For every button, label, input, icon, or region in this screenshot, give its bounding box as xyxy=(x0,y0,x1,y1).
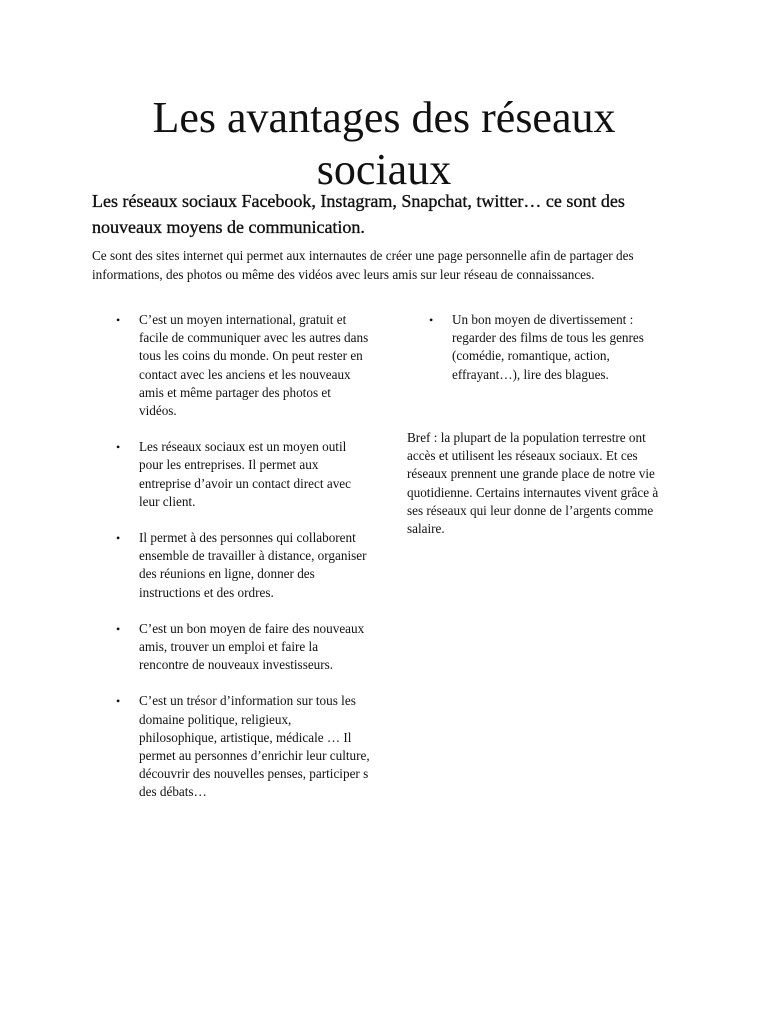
conclusion-paragraph: Bref : la plupart de la population terrestre ont accès et utilisent les réseaux sociaux. Et ces réseaux prennent une grande place de notre vie quotidienne. Certains internautes vivent grâce à ses réseaux qui leur donne de l’argents comme salaire. xyxy=(407,430,659,537)
bullet-icon: • xyxy=(116,621,121,636)
bullet-icon: • xyxy=(116,313,121,327)
list-item-text: Il permet à des personnes qui collaborent ensemble de travailler à distance, organiser des réunions en ligne, donner des instructions et des ordres. xyxy=(139,530,367,600)
intro-paragraph: Ce sont des sites internet qui permet aux internautes de créer une page personnelle afin de partager des informations, des photos ou même des vidéos avec leurs amis sur leur réseau de connaissances. xyxy=(92,248,634,282)
bullet-icon: • xyxy=(429,313,434,327)
advantages-list xyxy=(114,311,370,802)
list-item-text: Les réseaux sociaux est un moyen outil pour les entreprises. Il permet aux entreprise d’avoir un contact direct avec leur client. xyxy=(139,439,351,509)
entertainment-list xyxy=(427,311,677,384)
list-item-text: C’est un moyen international, gratuit et facile de communiquer avec les autres dans tous les coins du monde. On peut rester en contact avec les anciens et les nouveaux amis et même partager des photos et vidéos. xyxy=(139,312,369,419)
bullet-icon: • xyxy=(116,531,121,546)
list-item-text: Un bon moyen de divertissement : regarder des films de tous les genres (comédie, romantique, action, effrayant…), lire des blagues. xyxy=(452,312,644,382)
list-item xyxy=(114,311,370,420)
left-column xyxy=(114,311,370,820)
right-column xyxy=(427,311,677,402)
bullet-icon: • xyxy=(116,440,121,455)
list-item-text: C’est un bon moyen de faire des nouveaux amis, trouver un emploi et faire la rencontre de nouveaux investisseurs. xyxy=(139,620,365,673)
subtitle: Les réseaux sociaux Facebook, Instagram, Snapchat, twitter… ce sont des nouveaux moyens de communication. xyxy=(92,191,625,237)
list-item-text: C’est un trésor d’information sur tous les domaine politique, religieux, philosophique, artistique, médicale … Il permet au personnes d’enrichir leur culture, découvrir des nouvelles penses, participer s des débats… xyxy=(139,693,370,800)
list-item xyxy=(114,620,370,675)
list-item xyxy=(114,692,370,801)
list-item xyxy=(114,438,370,511)
page-title: Les avantages des réseaux sociaux xyxy=(152,93,616,194)
list-item xyxy=(427,311,677,384)
list-item xyxy=(114,529,370,602)
bullet-icon: • xyxy=(116,694,121,709)
